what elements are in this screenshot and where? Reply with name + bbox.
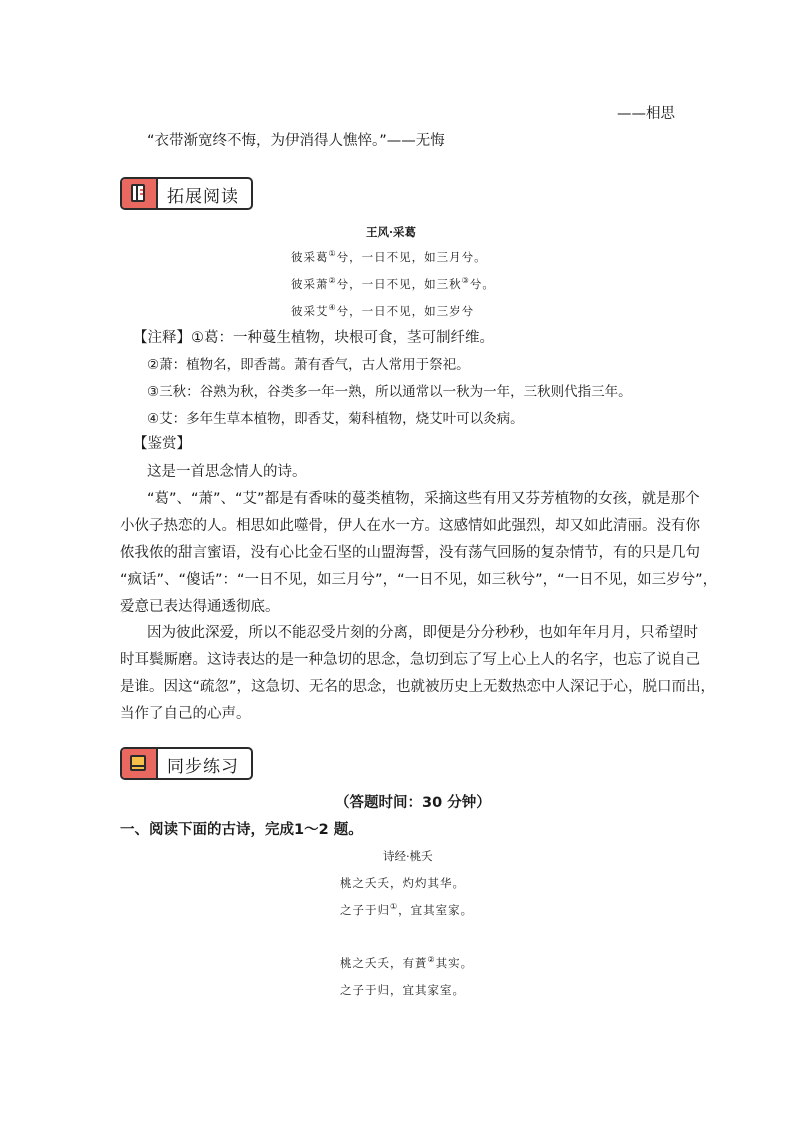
poem-line: 桃之夭夭，灼灼其华。 <box>340 876 465 890</box>
poem-line: 桃之夭夭，有蕡②其实。 <box>340 955 474 970</box>
poem-line: 彼采萧②兮，一日不见，如三秋③兮。 <box>291 276 495 291</box>
poem-title: 诗经·桃夭 <box>383 849 433 863</box>
paragraph-line: 这是一首思念情人的诗。 <box>147 464 307 480</box>
paragraph-line: 时耳鬓厮磨。这诗表达的是一种急切的思念，急切到忘了写上心上人的名字，也忘了说自己 <box>120 652 700 668</box>
question-heading: 一、阅读下面的古诗，完成1～2 题。 <box>120 822 363 838</box>
paragraph-line: 因为彼此深爱，所以不能忍受片刻的分离，即便是分分秒秒，也如年年月月，只希望时 <box>147 625 698 641</box>
poem-title: 王风·采葛 <box>366 225 417 239</box>
paragraph-line: “葛”、“萧”、“艾”都是有香味的蔓类植物，采摘这些有用又芬芳植物的女孩，就是那个 <box>147 491 700 507</box>
paragraph-line: 小伙子热恋的人。相思如此噬骨，伊人在水一方。这感情如此强烈，却又如此清丽。没有你 <box>120 518 700 534</box>
paragraph-line: 当作了自己的心声。 <box>120 706 251 722</box>
paragraph-line: 侬我侬的甜言蜜语，没有心比金石坚的山盟海誓，没有荡气回肠的复杂情节，有的只是几句 <box>120 545 700 561</box>
note-line: ④艾：多年生草本植物，即香艾，菊科植物，烧艾叶可以灸病。 <box>147 411 524 427</box>
paragraph-line: “疯话”、“傻话”：“一日不见，如三月兮”，“一日不见，如三秋兮”，“一日不见，如三岁兮”， <box>120 572 718 588</box>
attribution-xiangsi: ——相思 <box>617 106 675 122</box>
section-label: 拓展阅读 <box>167 187 239 207</box>
section-badge-practice <box>120 747 253 780</box>
section-label: 同步练习 <box>167 757 239 777</box>
book-icon <box>122 179 158 208</box>
quote-line: “衣带渐宽终不悔，为伊消得人憔悴。”——无悔 <box>147 133 445 149</box>
note-line: 【注释】①葛：一种蔓生植物，块根可食，茎可制纤维。 <box>133 330 494 346</box>
note-line: ②萧：植物名，即香蒿。萧有香气，古人常用于祭祀。 <box>147 357 470 373</box>
paragraph-line: 爱意已表达得通透彻底。 <box>120 599 280 615</box>
poem-line: 之子于归①，宜其室家。 <box>340 902 474 917</box>
answer-time-note: （答题时间：30 分钟） <box>335 795 491 811</box>
poem-line: 之子于归，宜其家室。 <box>340 983 465 997</box>
notebook-icon <box>122 749 158 778</box>
poem-line: 彼采艾④兮，一日不见，如三岁兮 <box>291 303 475 318</box>
poem-line: 彼采葛①兮，一日不见，如三月兮。 <box>291 249 487 264</box>
note-line: ③三秋：谷熟为秋，谷类多一年一熟，所以通常以一秋为一年，三秋则代指三年。 <box>147 384 632 400</box>
section-badge-extended-reading <box>120 177 253 210</box>
paragraph-line: 是谁。因这“疏忽”，这急切、无名的思念，也就被历史上无数热恋中人深记于心，脱口而出， <box>120 679 716 695</box>
appreciation-heading: 【鉴赏】 <box>133 436 191 452</box>
